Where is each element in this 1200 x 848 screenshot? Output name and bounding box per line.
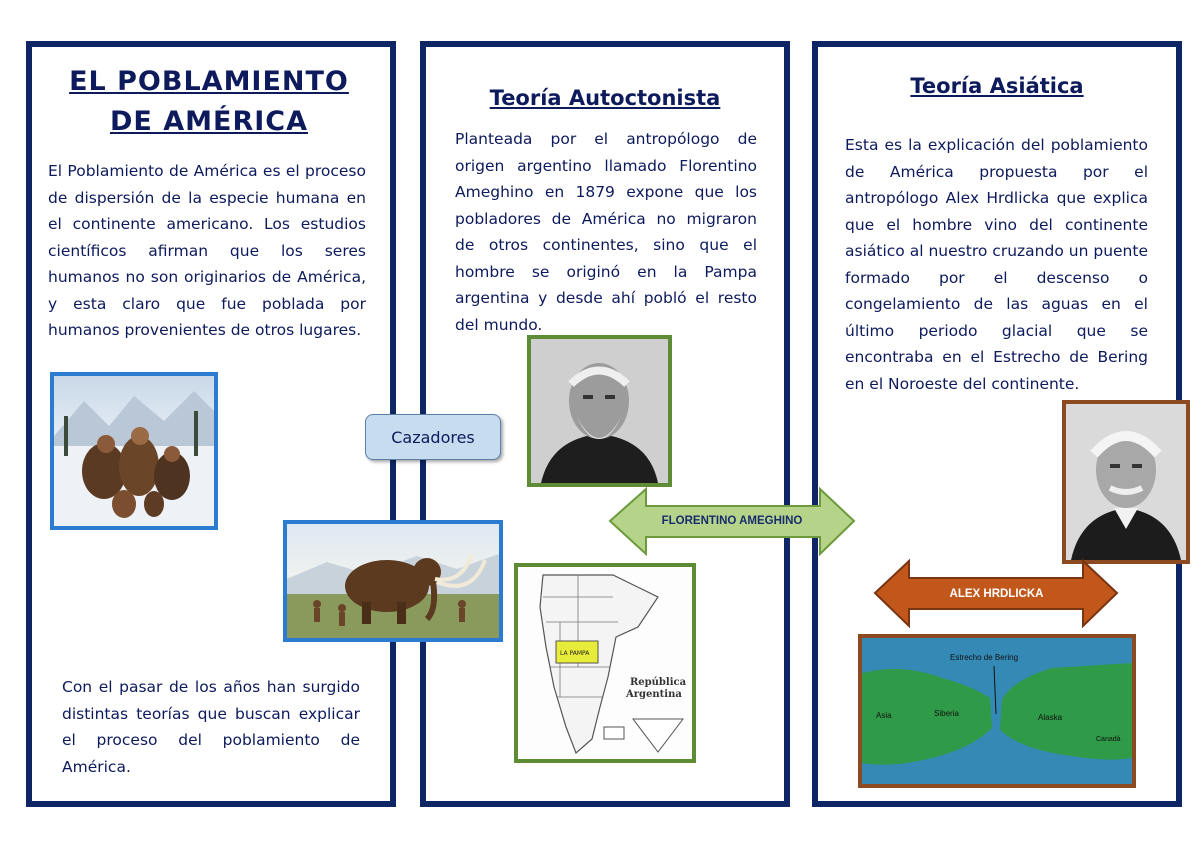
la-pampa-label: LA PAMPA	[560, 650, 590, 657]
asiatica-description: Esta es la explicación del poblamiento de América propuesta por el antropólogo Alex Hrdlicka que explica que el hombre vino del continente asiático al nuestro cruzando un puente formado por el descenso o congelamiento de las aguas en el último periodo glacial que se encontraba en el Estrecho de Bering en el Noroeste del continente.	[845, 136, 1148, 393]
map-title-line1: República	[630, 677, 687, 688]
alaska-label: Alaska	[1038, 713, 1063, 722]
canada-label: Canadá	[1096, 736, 1121, 743]
siberia-label: Siberia	[934, 709, 959, 718]
hrdlicka-portrait	[1062, 400, 1190, 564]
argentina-map	[514, 563, 696, 763]
mammoth-hunt-illustration	[283, 520, 503, 642]
estrecho-bering-label: Estrecho de Bering	[950, 653, 1019, 662]
asia-label: Asia	[876, 711, 892, 720]
autoctonista-description: Planteada por el antropólogo de origen argentino llamado Florentino Ameghino en 1879 expone que los pobladores de América no migraron de otros continentes, sino que el hombre se originó en la Pampa argentina y desde ahí pobló el resto del mundo.	[455, 130, 757, 334]
intro-paragraph: El Poblamiento de América es el proceso de dispersión de la especie humana en el continente americano. Los estudios científicos afirman que los seres humanos no son originarios de América, y esta claro que fue poblada por humanos provenientes de otros lugares.	[48, 162, 366, 339]
ameghino-portrait	[527, 335, 672, 487]
autoctonista-title: Teoría Autoctonista	[489, 86, 721, 110]
ameghino-arrow-label: FLORENTINO AMEGHINO	[661, 515, 803, 527]
closing-paragraph: Con el pasar de los años han surgido distintas teorías que buscan explicar el proceso del poblamiento de América.	[62, 678, 360, 776]
bering-strait-map	[858, 634, 1136, 788]
asiatica-title: Teoría Asiática	[910, 74, 1084, 98]
cazadores-tag: Cazadores	[365, 414, 501, 460]
hrdlicka-arrow-label: ALEX HRDLICKA	[949, 588, 1044, 600]
page-title: EL POBLAMIENTO DE AMÉRICA	[69, 66, 349, 137]
cave-family-illustration	[50, 372, 218, 530]
map-title-line2: Argentina	[626, 689, 682, 700]
